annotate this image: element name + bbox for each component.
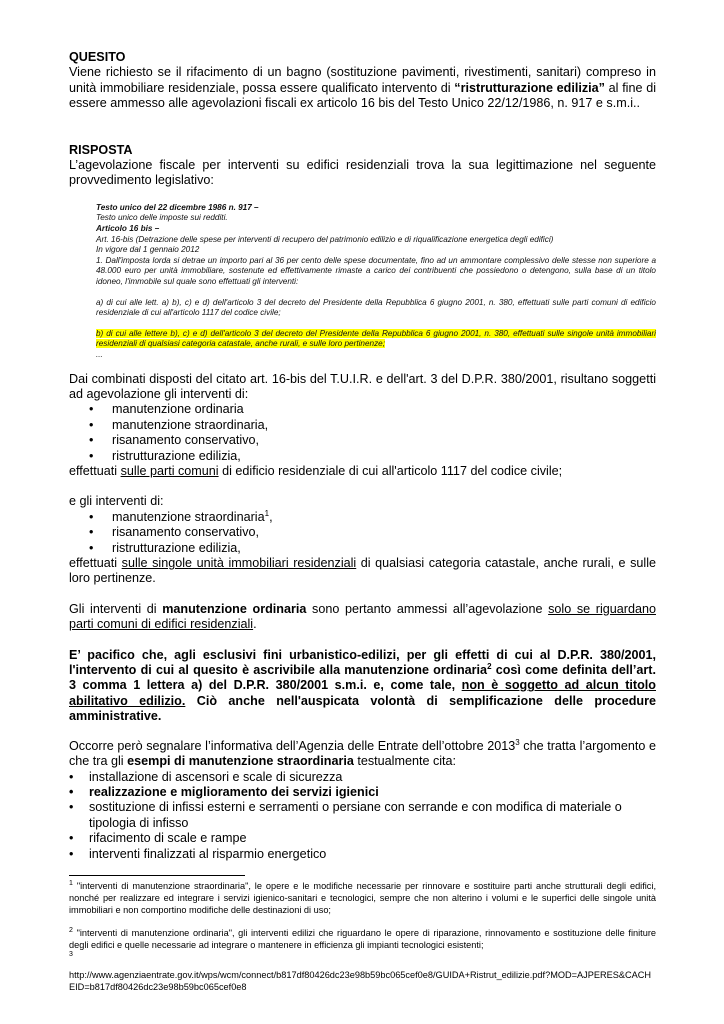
footnote-number: 2: [69, 926, 73, 934]
body-para-1: Dai combinati disposti del citato art. 16-bis del T.U.I.R. e dell'art. 3 del D.P.R. 380/2001, risultano soggetti ad agevolazione gli interventi di:: [69, 371, 656, 401]
list-item: • manutenzione ordinaria: [69, 402, 656, 417]
quesito-heading: QUESITO: [69, 50, 126, 64]
quote-ellipsis: ...: [96, 349, 103, 359]
quote-article: Articolo 16 bis –: [96, 224, 160, 234]
body-para-2: [69, 464, 656, 479]
quote-item-b: [96, 329, 656, 350]
body-para-5: [69, 602, 656, 633]
legislative-quote: [96, 203, 656, 361]
text-part: testualmente cita:: [353, 754, 457, 769]
footnote-3-url[interactable]: http://www.agenziaentrate.gov.it/wps/wcm/connect/b817df80426dc23e98b59bc065cef0e8/GUIDA+Ristrut_edilizie.pdf?MOD=AJPERES&CACHEID=b817df80426dc23e98b59bc065cef0e8: [69, 970, 652, 993]
body-para-7: [69, 739, 656, 770]
risposta-intro: L’agevolazione fiscale per interventi su edifici residenziali trova la sua legittimazione nel seguente provvedimento legislativo:: [69, 158, 656, 188]
document-page: [69, 50, 656, 994]
list-item: • realizzazione e miglioramento dei servizi igienici: [69, 785, 656, 800]
list-item: [69, 510, 656, 525]
list-item: • ristrutturazione edilizia,: [69, 449, 656, 464]
quesito-bold-term: “ristrutturazione edilizia”: [454, 80, 605, 95]
list-item-text: manutenzione straordinaria: [112, 509, 265, 524]
list-item: • risanamento conservativo,: [69, 525, 656, 540]
footnote-number: 1: [69, 879, 73, 887]
text-part: che tratta l’argomento e che tra gli: [69, 738, 656, 769]
footnote-3: [69, 951, 656, 963]
list-item: • risanamento conservativo,: [69, 433, 656, 448]
underlined-text: sulle singole unità immobiliari residenziali: [121, 556, 357, 571]
underlined-text: solo se riguardano parti comuni di edifici residenziali: [69, 601, 656, 632]
footnote-number: 3: [69, 950, 73, 958]
list-item: • sostituzione di infissi esterni e serramenti o persiane con serrande e con modifica di materiale o tipologia di infisso: [69, 800, 656, 831]
quote-item-a: a) di cui alle lett. a) b), c) e d) dell'articolo 3 del decreto del Presidente della Repubblica 6 giugno 2001, n. 380, effettuati sulle parti comuni di edificio residenziale di cui all'articolo 1117 del codice civile;: [96, 297, 656, 318]
footnote-text: "interventi di manutenzione straordinaria", le opere e le modifiche necessarie per rinnovare e sostituire parti anche strutturali degli edifici, nonché per realizzare ed integrare i servizi igienico-sanitari e tecnologici, sempre che non alterino i volumi e le superfici delle singole unità immobiliari e non comportino modifiche delle destinazioni di uso;: [69, 880, 656, 916]
list-item: • interventi finalizzati al risparmio energetico: [69, 847, 656, 862]
bold-text: esempi di manutenzione straordinaria: [127, 754, 354, 769]
quote-para-1: 1. Dall'imposta lorda si detrae un importo pari al 36 per cento delle spese documentate, fino ad un ammontare complessivo delle stesse non superiore a 48.000 euro per unità immobiliare, sostenute ed effettivamente rimaste a carico dei contribuenti che possiedono o detengono, sulla base di un titolo idoneo, l'immobile sul quale sono effettuati gli interventi:: [96, 255, 656, 286]
quote-subtitle: Testo unico delle imposte sui redditi.: [96, 213, 228, 223]
risposta-heading: RISPOSTA: [69, 142, 133, 157]
underlined-text: sulle parti comuni: [120, 464, 219, 478]
quesito-text-part: al fine di essere ammesso alle agevolazioni fiscali ex articolo 16 bis del Testo Unico 22/12/1986, n. 917 e s.m.i..: [69, 80, 657, 111]
text-part: sono pertanto ammessi all’agevolazione: [306, 601, 549, 616]
quote-item-b-highlight: b) di cui alle lettere b), c) e d) dell'articolo 3 del decreto del Presidente della Repubblica 6 giugno 2001, n. 380, effettuati sulle singole unità immobiliari residenziali di qualsiasi categoria catastale, anche rurali, e sulle loro pertinenze;: [96, 328, 656, 349]
footnote-divider: [69, 875, 245, 876]
text-part: Ciò anche nell'auspicata volontà di semplificazione delle procedure amministrative.: [69, 693, 656, 724]
quesito-text: [69, 65, 656, 111]
body-para-3: e gli interventi di:: [69, 494, 164, 509]
list-item: • manutenzione straordinaria,: [69, 418, 656, 433]
text-part: così come definita dell’art. 3 comma 1 lettera a) del D.P.R. 380/2001 s.m.i. e, come tale,: [69, 663, 657, 693]
quote-article-desc: Art. 16-bis (Detrazione delle spese per interventi di recupero del patrimonio edilizio e di riqualificazione energetica degli edifici): [96, 234, 554, 244]
list-item-text: ,: [269, 509, 273, 524]
text-part: effettuati: [69, 556, 122, 571]
list-item: • installazione di ascensori e scale di sicurezza: [69, 770, 656, 785]
footnote-ref-3[interactable]: 3: [515, 737, 520, 747]
text-part: Occorre però segnalare l’informativa dell’Agenzia delle Entrate dell’ottobre 2013: [69, 738, 516, 753]
footnote-2: [69, 927, 656, 951]
underlined-text: non è soggetto ad alcun titolo abilitativo edilizio.: [69, 678, 656, 708]
bold-text: manutenzione ordinaria: [162, 601, 307, 616]
footnote-ref-1[interactable]: 1: [264, 508, 270, 518]
footnote-text: "interventi di manutenzione ordinaria", gli interventi edilizi che riguardano le opere di riparazione, rinnovamento e sostituzione delle finiture degli edifici e quelle necessarie ad integrare o mantenere in efficienza gli impianti tecnologici esistenti;: [69, 927, 656, 950]
text-part: .: [253, 617, 257, 632]
footnote-1: [69, 880, 656, 917]
list-item: • rifacimento di scale e rampe: [69, 831, 656, 846]
quote-title: Testo unico del 22 dicembre 1986 n. 917 –: [96, 202, 259, 212]
footnote-ref-2[interactable]: 2: [487, 662, 492, 672]
interventi-list-1: [69, 402, 656, 464]
interventi-list-2: [69, 510, 656, 556]
quote-vigore: In vigore dal 1 gennaio 2012: [96, 245, 200, 255]
text-part: di edificio residenziale di cui all'articolo 1117 del codice civile;: [218, 464, 563, 478]
body-para-6: [69, 648, 656, 725]
body-para-4: [69, 556, 656, 587]
text-part: di qualsiasi categoria catastale, anche rurali, e sulle loro pertinenze.: [69, 556, 657, 586]
esempi-list: [69, 770, 656, 862]
text-part: Gli interventi di: [69, 601, 163, 616]
text-part: E’ pacifico che, agli esclusivi fini urbanistico-edilizi, per gli effetti di cui al D.P.R. 380/2001, l'intervento di cui al quesito è ascrivibile alla manutenzione ordinaria: [69, 647, 656, 678]
text-part: effettuati: [69, 464, 121, 478]
list-item: • ristrutturazione edilizia,: [69, 541, 656, 556]
quesito-text-part: Viene richiesto se il rifacimento di un bagno (sostituzione pavimenti, rivestimenti, sanitari) compreso in unità immobiliare residenziale, possa essere qualificato intervento di: [69, 65, 656, 95]
